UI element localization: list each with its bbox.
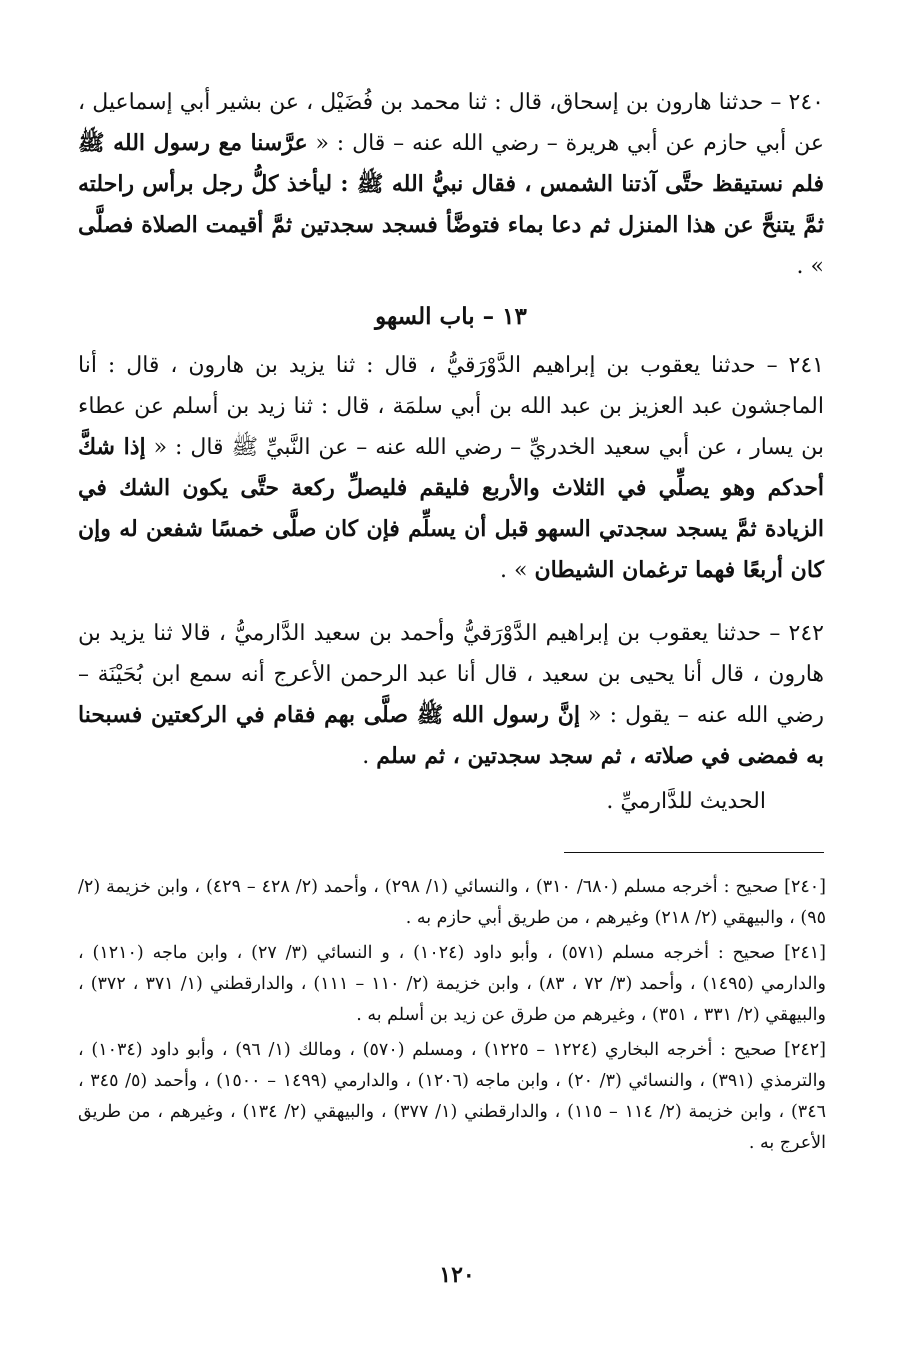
- attribution-note: الحديث للدَّارميِّ .: [606, 789, 766, 814]
- footnote-242: [٢٤٢] صحيح : أخرجه البخاري (١٢٢٤ – ١٢٢٥) ، ومسلم (٥٧٠) ، ومالك (١/ ٩٦) ، وأبو داود (١٠٣٤) ، والترمذي (٣٩١) ، والنسائي (٣/ ٢٠) ، وابن ماجه (١٢٠٦) ، والدارمي (١٤٩٩ – ١٥٠٠) ، وأحمد (٥/ ٣٤٥ ، ٣٤٦) ، وابن خزيمة (٢/ ١١٤ – ١١٥) ، والدارقطني (١/ ٣٧٧) ، والبيهقي (٢/ ١٣٤) ، وغيرهم ، من طريق الأعرج به .: [78, 1040, 826, 1153]
- page-number: ١٢٠: [439, 1262, 475, 1288]
- hadith-241-close: » .: [499, 558, 535, 583]
- hadith-241: [78, 345, 824, 591]
- hadith-240-matn: عرَّسنا مع رسول الله ﷺ فلم نستيقظ حتَّى آذتنا الشمس ، فقال نبيُّ الله ﷺ : ليأخذ كلُّ رجل برأس راحلته ثمَّ يتنحَّ عن هذا المنزل ثم دعا بماء فتوضَّأ فسجد سجدتين ثمَّ أقيمت الصلاة فصلَّى: [78, 130, 824, 238]
- hadith-241-isnad: ٢٤١ – حدثنا يعقوب بن إبراهيم الدَّوْرَقيُّ ، قال : ثنا يزيد بن هارون ، قال : أنا الماجشون عبد العزيز بن عبد الله بن أبي سلمَة ، قال : ثنا زيد بن أسلم عن عطاء بن يسار ، عن أبي سعيد الخدريِّ – رضي الله عنه – عن النَّبيِّ ﷺ قال : «: [78, 353, 824, 460]
- hadith-240-isnad: ٢٤٠ – حدثنا هارون بن إسحاق، قال : ثنا محمد بن فُضَيْل ، عن بشير أبي إسماعيل ، عن أبي حازم عن أبي هريرة – رضي الله عنه – قال : «: [78, 90, 824, 156]
- chapter-title: ١٣ – باب السهو: [375, 303, 527, 330]
- footnote-separator: [564, 852, 824, 853]
- footnotes: [78, 872, 826, 1161]
- hadith-242-matn: إنَّ رسول الله ﷺ صلَّى بهم فقام في الركعتين فسبحنا به فمضى في صلاته ، ثم سجد سجدتين ، ثم سلم: [78, 702, 824, 769]
- hadith-242: [78, 613, 824, 777]
- footnote-240: [٢٤٠] صحيح : أخرجه مسلم (٦٨٠/ ٣١٠) ، والنسائي (١/ ٢٩٨) ، وأحمد (٢/ ٤٢٨ – ٤٢٩) ، وابن خزيمة (٢/ ٩٥) ، والبيهقي (٢/ ٢١٨) وغيرهم ، من طريق أبي حازم به .: [78, 877, 826, 928]
- hadith-242-close: .: [362, 744, 377, 769]
- main-text: [78, 82, 824, 822]
- hadith-240: [78, 82, 824, 287]
- hadith-242-isnad: ٢٤٢ – حدثنا يعقوب بن إبراهيم الدَّوْرَقيُّ وأحمد بن سعيد الدَّارميُّ ، قالا ثنا يزيد بن هارون ، قال أنا يحيى بن سعيد ، قال أنا عبد الرحمن الأعرج أنه سمع ابن بُحَيْنَة – رضي الله عنه – يقول : «: [78, 621, 824, 728]
- footnote-241: [٢٤١] صحيح : أخرجه مسلم (٥٧١) ، وأبو داود (١٠٢٤) ، و النسائي (٣/ ٢٧) ، وابن ماجه (١٢١٠) ، والدارمي (١٤٩٥) ، وأحمد (٣/ ٧٢ ، ٨٣) ، وابن خزيمة (٢/ ١١٠ – ١١١) ، والدارقطني (١/ ٣٧١ ، ٣٧٢) ، والبيهقي (٢/ ٣٣١ ، ٣٥١) ، وغيرهم من طرق عن زيد بن أسلم به .: [78, 943, 826, 1025]
- hadith-240-close: » .: [796, 254, 824, 279]
- hadith-241-matn: إذا شكَّ أحدكم وهو يصلِّي في الثلاث والأربع فليقم فليصلِّ ركعة حتَّى يكون الشك في الزيادة ثمَّ يسجد سجدتي السهو قبل أن يسلِّم فإن كان صلَّى خمسًا شفعن له وإن كان أربعًا فهما ترغمان الشيطان: [78, 434, 824, 583]
